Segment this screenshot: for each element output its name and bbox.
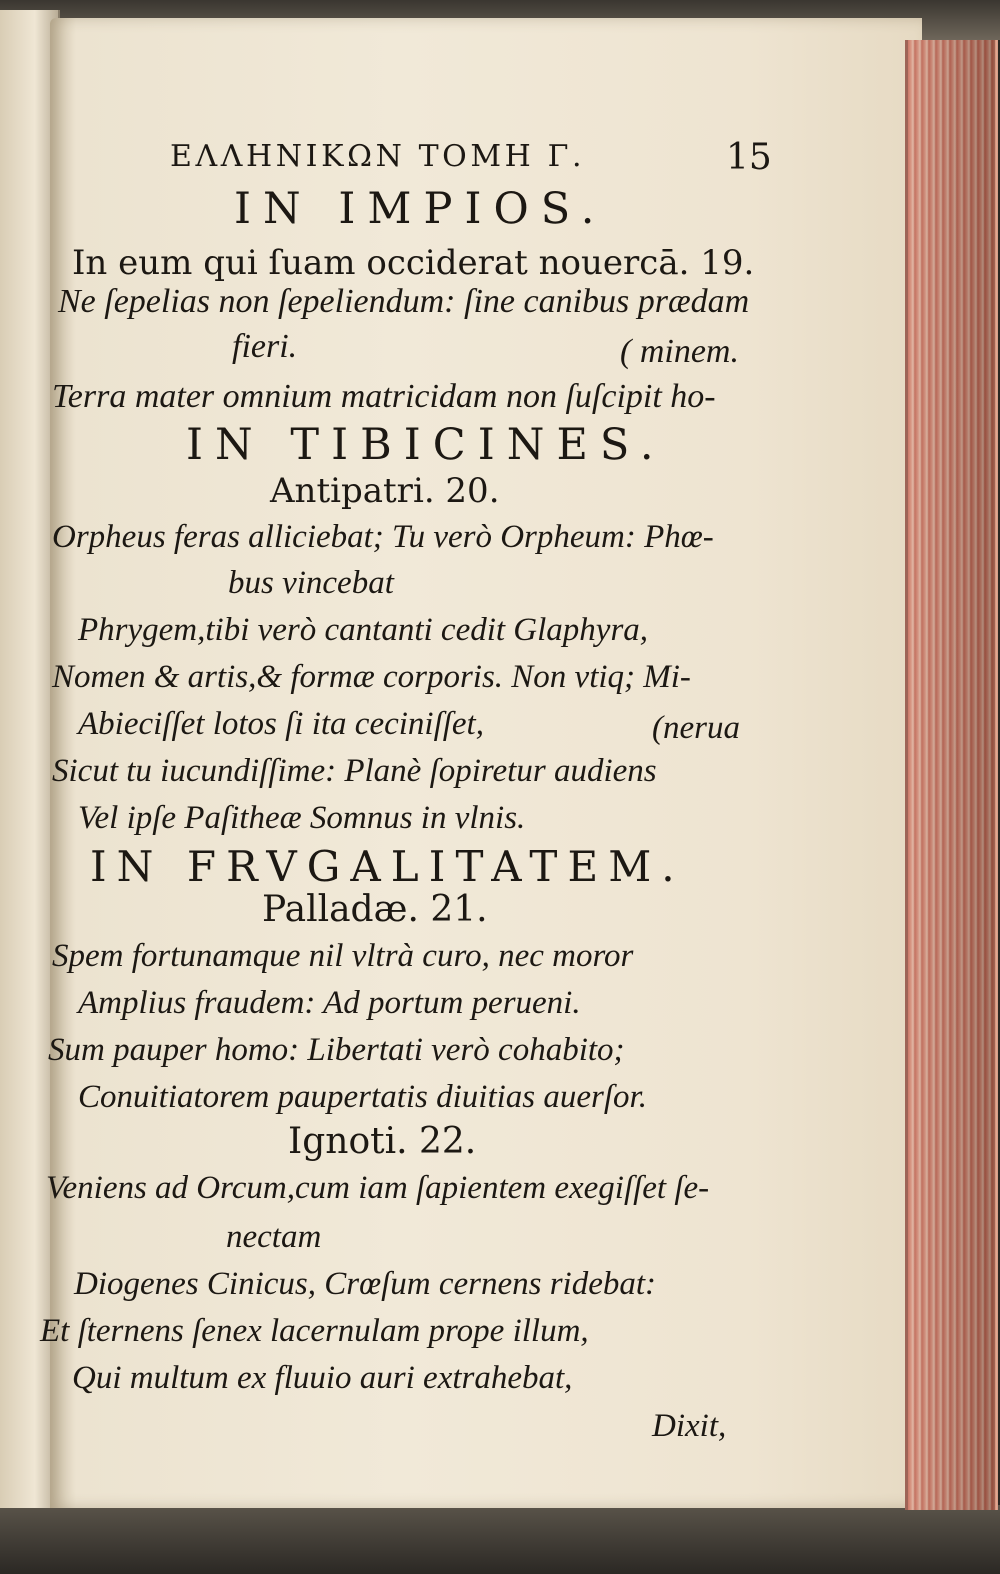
section-heading: IN TIBICINES. [186, 420, 666, 470]
verse-line: Conuitiatorem paupertatis diuitias auerſor. [78, 1079, 647, 1115]
verse-line: Abieciſſet lotos ſi ita ceciniſſet, [78, 706, 484, 742]
verse-line: nectam [226, 1219, 322, 1255]
verse-line: Veniens ad Orcum,cum iam ſapientem exegiſſet ſe- [46, 1170, 710, 1206]
verse-line: Terra mater omnium matricidam non ſuſcipit ho- [52, 378, 716, 415]
section-heading: IN IMPIOS. [234, 184, 607, 234]
verse-line: bus vincebat [228, 565, 394, 601]
epigram-title: In eum qui ſuam occiderat nouercā. 19. [72, 243, 755, 283]
section-heading: IN FRVGALITATEM. [90, 842, 685, 891]
verse-line: Sicut tu iucundiſſime: Planè ſopiretur audiens [52, 753, 657, 789]
verse-line: Sum pauper homo: Libertati verò cohabito; [48, 1032, 625, 1068]
verse-line: Qui multum ex fluuio auri extrahebat, [72, 1360, 573, 1396]
verse-line: Phrygem,tibi verò cantanti cedit Glaphyra, [78, 612, 649, 648]
running-title: ΕΛΛΗΝΙΚΩΝ ΤΟΜΗ Γ. [170, 139, 586, 174]
verse-line: fieri. [232, 328, 298, 365]
verse-line: Orpheus feras alliciebat; Tu verò Orpheum: Phœ- [52, 519, 714, 555]
epigram-title: Ignoti. 22. [288, 1121, 477, 1162]
epigram-title: Antipatri. 20. [270, 471, 500, 511]
verse-line: Vel ipſe Paſitheæ Somnus in vlnis. [78, 800, 526, 836]
verse-line: Diogenes Cinicus, Crœſum cernens ridebat: [74, 1266, 657, 1302]
page-edge-shading [905, 40, 995, 1510]
verse-line-turnover: ( minem. [620, 333, 739, 370]
book-cover-bottom [0, 1505, 1000, 1574]
verse-line: Et ſternens ſenex lacernulam prope illum, [40, 1313, 589, 1349]
page-number: 15 [726, 137, 772, 178]
verse-line: Nomen & artis,& formæ corporis. Non vtiq; Mi- [52, 659, 691, 695]
epigram-title: Palladæ. 21. [262, 889, 488, 930]
verse-line: Amplius fraudem: Ad portum perueni. [78, 985, 581, 1021]
verse-line: Spem fortunamque nil vltrà curo, nec moror [52, 938, 634, 974]
catchword: Dixit, [652, 1408, 727, 1444]
verse-line-turnover: (nerua [652, 710, 740, 746]
verse-line: Ne ſepelias non ſepeliendum: ſine canibus prædam [58, 283, 750, 320]
